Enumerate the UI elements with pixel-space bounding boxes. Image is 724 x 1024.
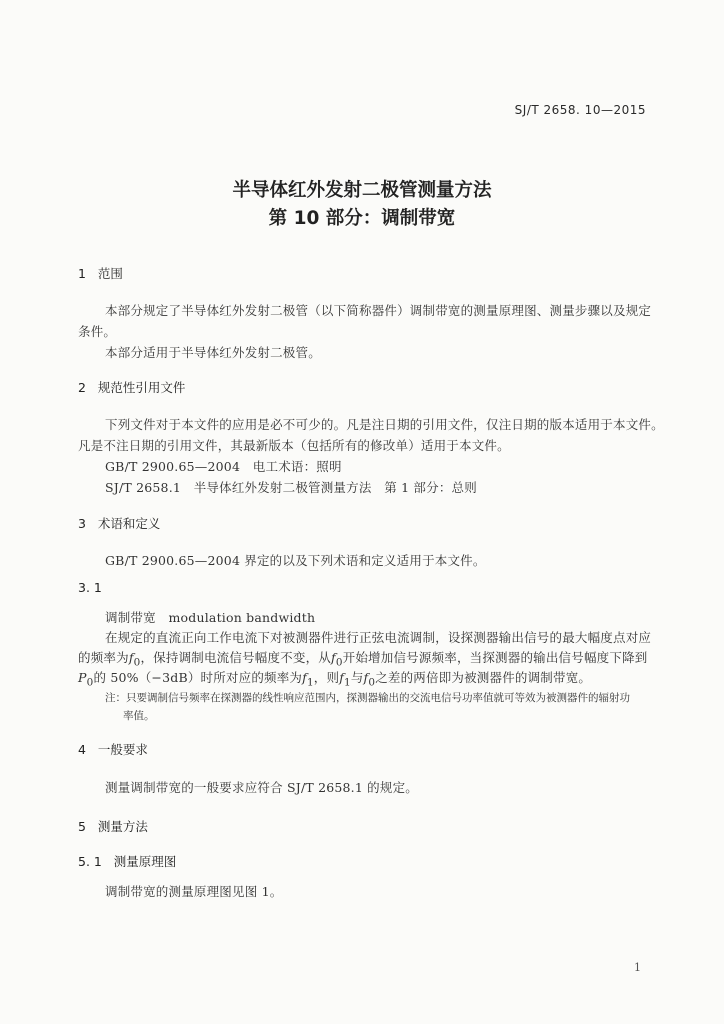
section-title: 规范性引用文件 — [97, 380, 186, 395]
subscript: 1 — [306, 676, 314, 689]
reference-item: SJ/T 2658.1 半导体红外发射二极管测量方法 第 1 部分：总则 — [105, 480, 477, 495]
paragraph: 本部分规定了半导体红外发射二极管（以下简称器件）调制带宽的测量原理图、测量步骤以及规定 — [105, 303, 652, 318]
section-1-heading — [78, 264, 123, 282]
section-title: 术语和定义 — [97, 516, 161, 531]
text-run: 与 — [350, 670, 364, 685]
note-line: 率值。 — [123, 710, 155, 722]
subsection-number: 3. 1 — [78, 580, 102, 595]
variable: f — [363, 670, 369, 685]
section-title: 一般要求 — [97, 742, 148, 757]
paragraph: 调制带宽的测量原理图见图 1。 — [105, 884, 283, 899]
text-run: 开始增加信号源频率，当探测器的输出信号幅度下降到 — [342, 650, 648, 665]
section-2-heading — [78, 378, 185, 396]
reference-item: GB/T 2900.65—2004 电工术语：照明 — [105, 459, 342, 474]
definition-line — [78, 648, 647, 669]
subscript: 1 — [344, 676, 351, 689]
variable: f — [330, 650, 336, 665]
variable: f — [302, 670, 307, 685]
variable: f — [339, 670, 345, 685]
paragraph: 条件。 — [78, 324, 117, 339]
note-line: 注：只要调制信号频率在探测器的线性响应范围内，探测器输出的交流电信号功率值就可等效为被测器件的辐射功 — [105, 692, 630, 704]
section-number: 2 — [78, 380, 86, 395]
standard-code: SJ/T 2658. 10—2015 — [514, 103, 646, 117]
document-title-line1: 半导体红外发射二极管测量方法 — [232, 180, 492, 201]
subscript: 0 — [86, 676, 94, 689]
variable: f — [128, 650, 134, 665]
subscript: 0 — [335, 656, 343, 669]
section-3-heading — [78, 514, 160, 532]
section-4-heading — [78, 740, 148, 758]
section-title: 范围 — [97, 266, 123, 281]
paragraph: 下列文件对于本文件的应用是必不可少的。凡是注日期的引用文件，仅注日期的版本适用于本文件。 — [105, 417, 664, 432]
section-number: 1 — [78, 266, 86, 281]
definition-line: 在规定的直流正向工作电流下对被测器件进行正弦电流调制，设探测器输出信号的最大幅度点对应 — [105, 630, 652, 645]
subsection-number: 5. 1 — [78, 854, 102, 869]
text-run: 之差的两倍即为被测器件的调制带宽。 — [375, 670, 592, 685]
section-number: 4 — [78, 742, 86, 757]
page-number: 1 — [634, 961, 641, 974]
document-title-line2: 第 10 部分：调制带宽 — [268, 208, 456, 229]
text-run: ，则 — [313, 670, 340, 685]
paragraph: 本部分适用于半导体红外发射二极管。 — [105, 345, 321, 360]
text-run: 的频率为 — [78, 650, 129, 665]
section-number: 3 — [78, 516, 86, 531]
paragraph: 测量调制带宽的一般要求应符合 SJ/T 2658.1 的规定。 — [105, 780, 418, 795]
term-entry: 调制带宽 modulation bandwidth — [105, 610, 316, 625]
paragraph: 凡是不注日期的引用文件，其最新版本（包括所有的修改单）适用于本文件。 — [78, 438, 510, 453]
variable: P — [78, 670, 87, 685]
text-run: 的 50%（−3dB）时所对应的频率为 — [93, 670, 303, 685]
section-5-heading — [78, 817, 148, 835]
section-number: 5 — [78, 819, 86, 834]
section-title: 测量方法 — [97, 819, 148, 834]
text-run: ，保持调制电流信号幅度不变，从 — [140, 650, 331, 665]
paragraph: GB/T 2900.65—2004 界定的以及下列术语和定义适用于本文件。 — [105, 553, 486, 568]
definition-line — [78, 668, 591, 689]
subsection-5-1-heading — [78, 852, 176, 870]
subscript: 0 — [368, 676, 376, 689]
subsection-title: 测量原理图 — [113, 854, 177, 869]
subscript: 0 — [133, 656, 141, 669]
